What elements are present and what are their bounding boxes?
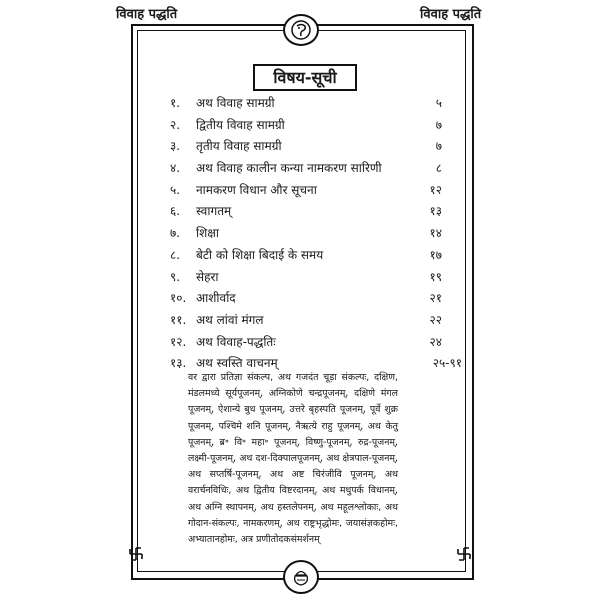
entry-number: १. [170, 96, 181, 110]
entry-detail-text: वर द्वारा प्रतिज्ञा संकल्प, अथ गजदंत चूड़ा संकल्पः, दक्षिण, मंडलमध्ये सूर्यपूजनम्, अग्निकोणे चन्द्रपूजनम्, दक्षिणे मंगल पूजनम्, ऐशान्ये बुध पूजनम्, उत्तरे बृहस्पति पूजनम्, पूर्वे शुक्र पूजनम्, पश्चिमे शनि पूजनम्, नैऋत्ये राहु पूजनम्, अथ केतु पूजनम्, ब्र॰ वि॰ महा॰ पूजनम्, विष्णु-पूजनम्, रुद्र-पूजनम्, लक्ष्मी-पूजनम्, अथ दश-दिक्पालपूजनम्, अथ क्षेत्रपाल-पूजनम्, अथ सप्तर्षि-पूजनम्, अथ अष्ट चिरंजीवि पूजनम्, अथ वरार्चनविधिः, अथ द्वितीय विष्टरदानम्, अथ मधुपर्क विधानम्, अथ अग्नि स्थापनम्, अथ हस्तलेपनम्, अथ महूलश्लोकाः, अथ गोदान-संकल्पः, नामकरणम्, अथ राष्ट्रभृद्धोमः, जयासंज्ञकहोमः, अभ्यातानहोमः, अत्र प्रणीतोदकसंमर्शनम् [188, 372, 398, 546]
entry-number: १२. [170, 334, 187, 349]
swastika-icon-left [128, 546, 144, 562]
entry-number: २. [170, 117, 181, 132]
entry-title: स्वागतम् [196, 204, 232, 219]
entry-page: ७ [435, 117, 442, 132]
entry-number: ६. [170, 204, 181, 219]
entry-page: १२ [429, 182, 442, 197]
entry-page: २४ [429, 334, 442, 349]
entry-title: नामकरण विधान और सूचना [196, 182, 317, 197]
toc-entry [170, 246, 442, 268]
entry-title: अथ विवाह-पद्धतिः [196, 334, 276, 349]
entry-title: बेटी को शिक्षा बिदाई के समय [196, 247, 324, 262]
entry-number: १३. [170, 356, 187, 371]
entry-title: द्वितीय विवाह सामग्री [196, 117, 285, 132]
entry-number: ४. [170, 161, 181, 176]
entry-page: २२ [429, 312, 442, 327]
toc-entry [170, 202, 442, 224]
entry-title: अथ लांवां मंगल [196, 312, 264, 327]
entry-number: ९. [170, 269, 181, 284]
toc-entry [170, 137, 442, 159]
kalash-emblem-icon [283, 560, 319, 594]
entry-title: सेहरा [196, 269, 219, 284]
entry-page: १७ [429, 247, 442, 262]
entry-page: ७ [435, 139, 442, 154]
entry-title: तृतीय विवाह सामग्री [196, 139, 282, 154]
entry-title: अथ स्वस्ति वाचनम् [196, 356, 278, 371]
entry-page: २१ [429, 291, 442, 306]
entry-number: ७. [170, 226, 181, 241]
toc-entry [170, 116, 442, 138]
entry-page: ८ [435, 161, 442, 176]
toc-entry [170, 289, 442, 311]
entry-number: १०. [170, 291, 187, 306]
toc-entry [170, 311, 442, 333]
entry-title: अथ विवाह कालीन कन्या नामकरण सारिणी [196, 161, 382, 176]
entry-page: २५-९१ [432, 356, 462, 371]
header-left-title: विवाह पद्धति [116, 7, 178, 22]
toc-entry [170, 159, 442, 181]
entry-title: शिक्षा [196, 226, 219, 241]
entry-page: ५ [435, 96, 442, 110]
toc-entry [170, 268, 442, 290]
entry-number: ५. [170, 182, 181, 197]
entry-number: ८. [170, 247, 181, 262]
entry-title: आशीर्वाद [196, 291, 236, 306]
ganesha-emblem-icon [283, 14, 319, 46]
toc-entry [170, 181, 442, 203]
entry-number: ११. [170, 312, 187, 327]
table-of-contents [170, 94, 462, 376]
page-title: विषय-सूची [253, 64, 357, 91]
entry-page: १३ [429, 204, 442, 219]
entry-title: अथ विवाह सामग्री [196, 96, 275, 110]
toc-entry [170, 333, 442, 355]
entry-page: १९ [429, 269, 442, 284]
toc-entry [170, 94, 442, 116]
swastika-icon-right [456, 546, 472, 562]
toc-entry [170, 224, 442, 246]
entry-number: ३. [170, 139, 181, 154]
entry-page: १४ [429, 226, 442, 241]
header-right-title: विवाह पद्धति [420, 7, 482, 22]
